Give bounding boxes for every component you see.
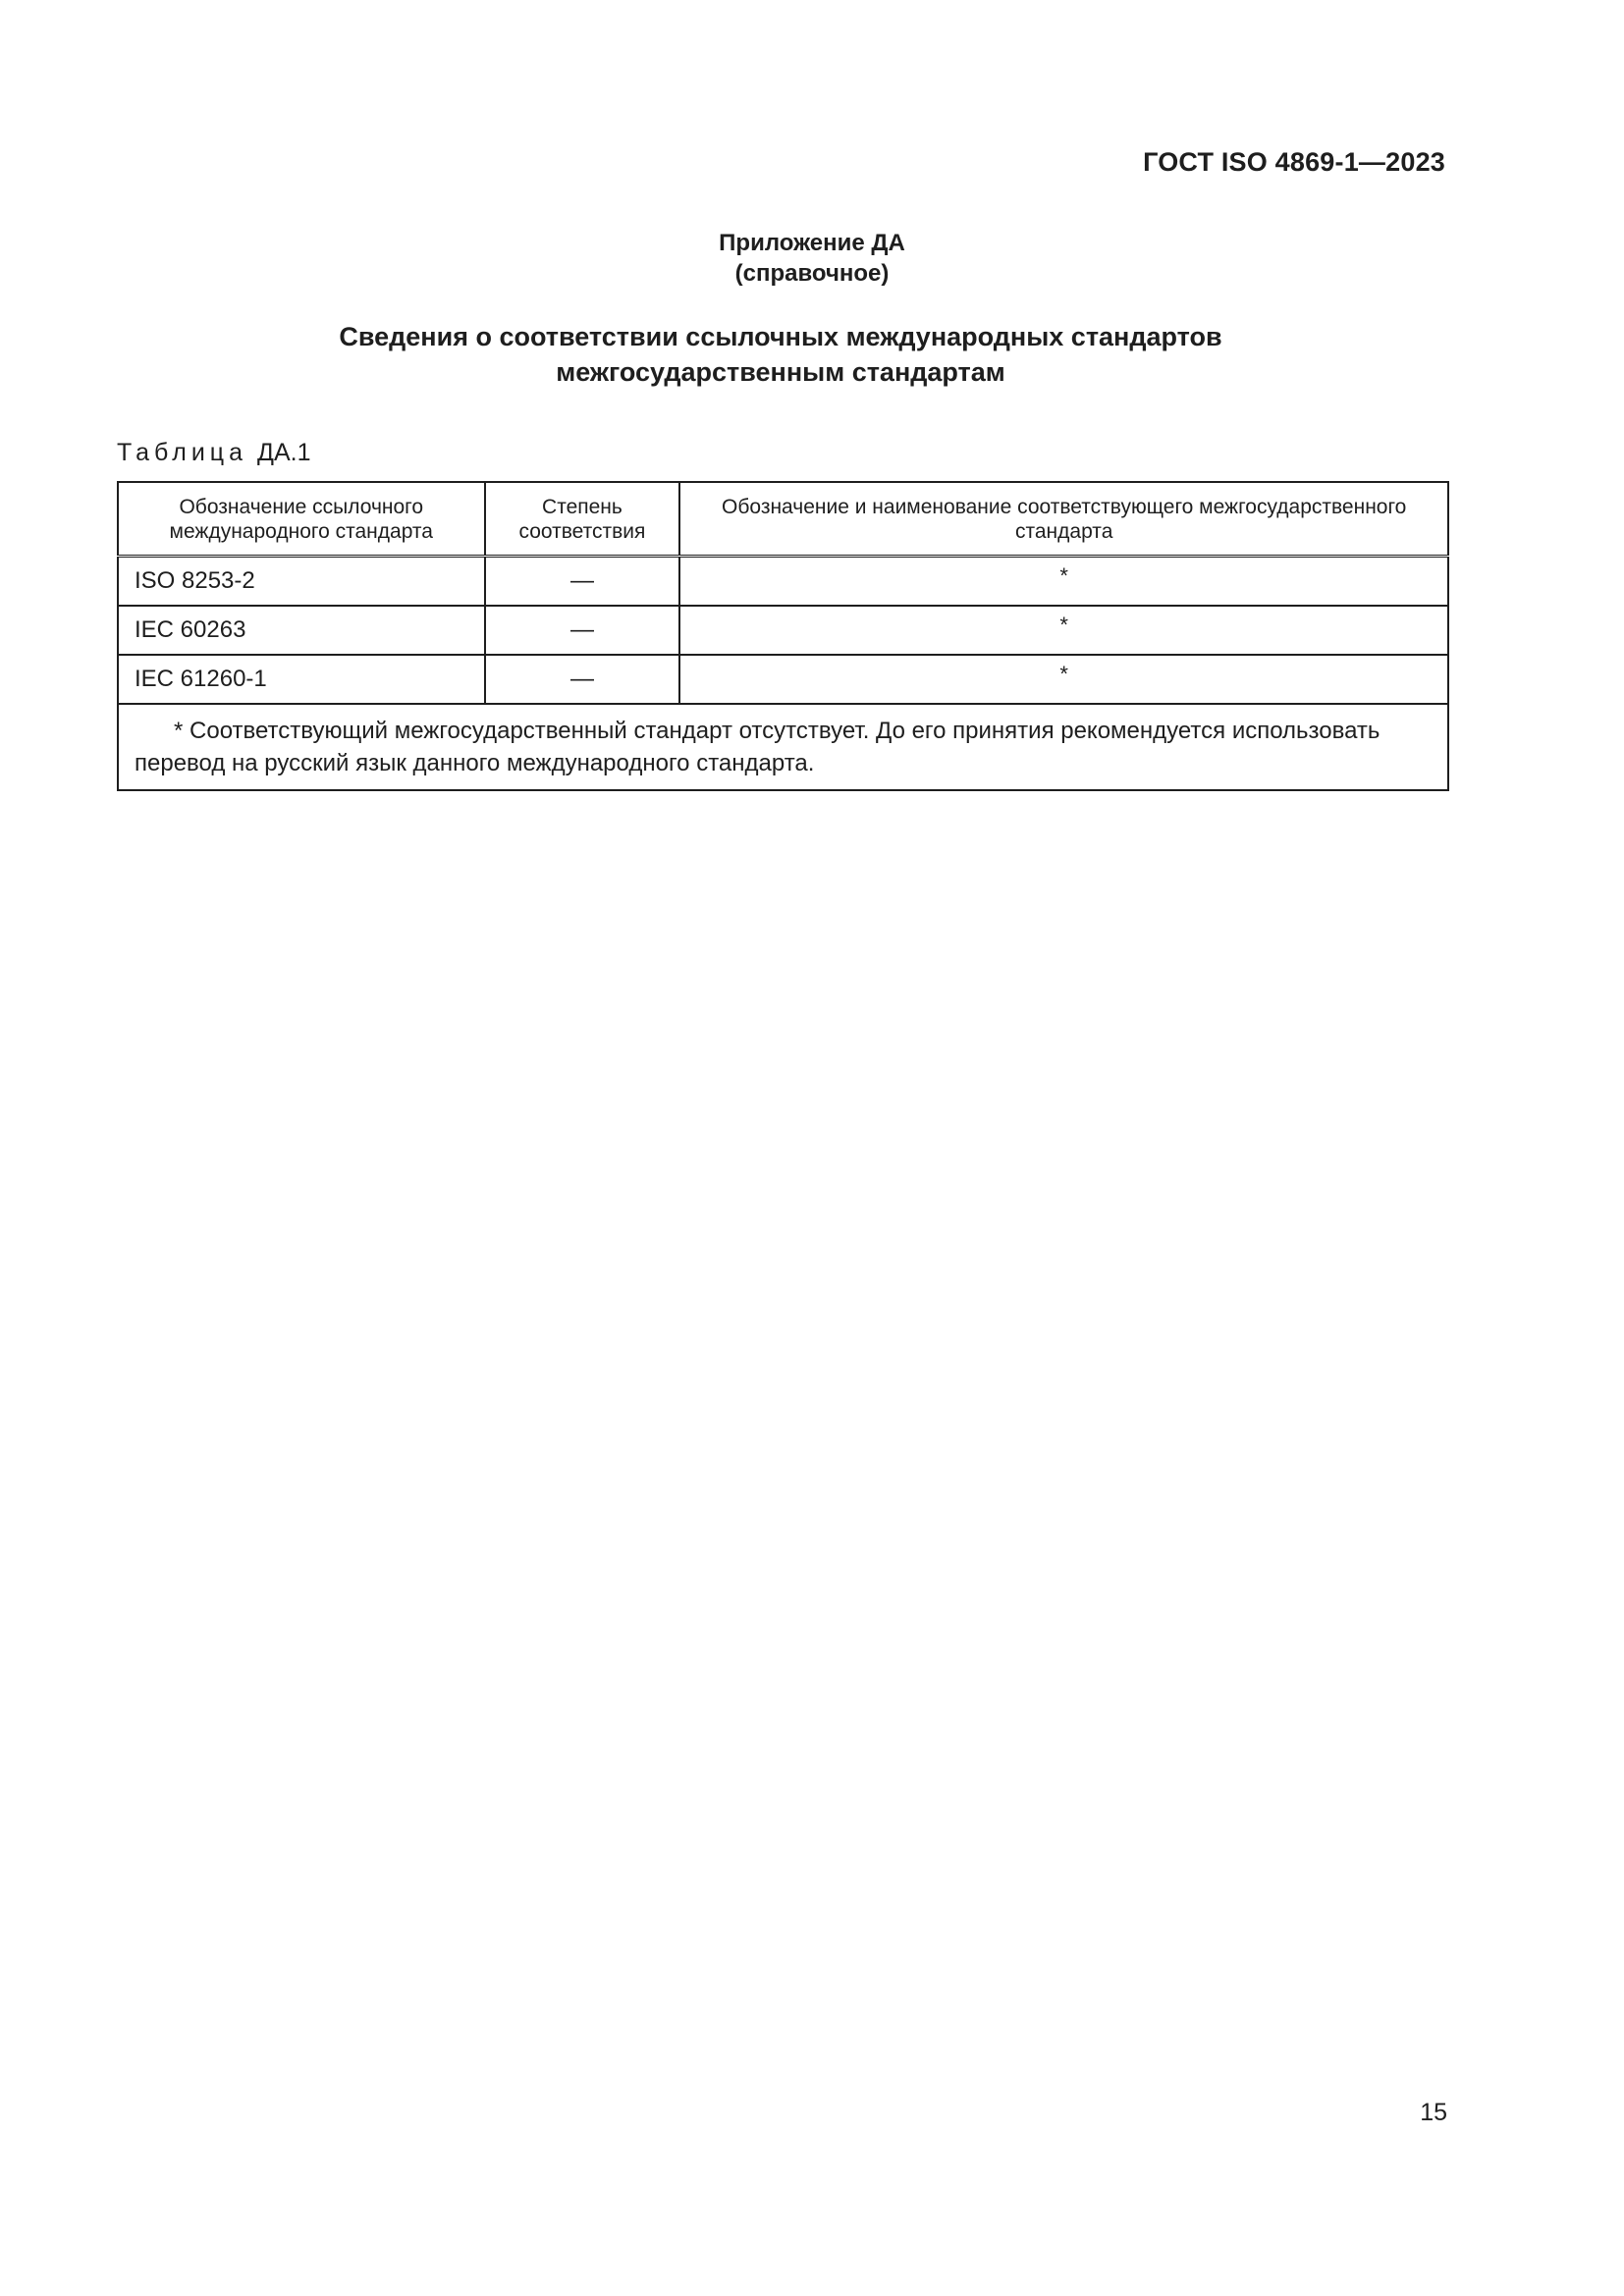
table-footnote: * Соответствующий межгосударственный стандарт отсутствует. До его принятия рекомендуется использовать перевод на русский язык данного международного стандарта.: [118, 704, 1448, 790]
interstate-standard-cell: *: [679, 557, 1448, 607]
page-number: 15: [1420, 2099, 1447, 2126]
table-row: [118, 606, 1448, 655]
interstate-standard-cell: *: [679, 655, 1448, 704]
table-row: [118, 557, 1448, 607]
annex-title: Приложение ДА: [719, 230, 905, 256]
table-caption: [117, 439, 311, 467]
degree-cell: —: [485, 606, 680, 655]
annex-heading: [0, 228, 1624, 289]
interstate-standard-cell: *: [679, 606, 1448, 655]
header-interstate-standard: Обозначение и наименование соответствующего межгосударственного стандарта: [679, 482, 1448, 557]
header-degree-of-correspondence: Степень соответствия: [485, 482, 680, 557]
section-title: [0, 319, 1561, 390]
degree-cell: —: [485, 655, 680, 704]
reference-standard-cell: ISO 8253-2: [118, 557, 485, 607]
standards-correspondence-table: [117, 481, 1449, 791]
reference-standard-cell: IEC 60263: [118, 606, 485, 655]
section-title-line-1: Сведения о соответствии ссылочных международных стандартов: [339, 322, 1222, 351]
annex-subtitle: (справочное): [734, 260, 890, 287]
table-caption-word: Таблица: [117, 439, 248, 466]
degree-cell: —: [485, 557, 680, 607]
table-footnote-row: [118, 704, 1448, 790]
table-row: [118, 655, 1448, 704]
document-code: ГОСТ ISO 4869-1—2023: [1143, 147, 1445, 177]
reference-standard-cell: IEC 61260-1: [118, 655, 485, 704]
table-caption-number: ДА.1: [257, 439, 311, 466]
section-title-line-2: межгосударственным стандартам: [556, 357, 1005, 387]
header-reference-standard: Обозначение ссылочного международного стандарта: [118, 482, 485, 557]
table-header-row: [118, 482, 1448, 557]
